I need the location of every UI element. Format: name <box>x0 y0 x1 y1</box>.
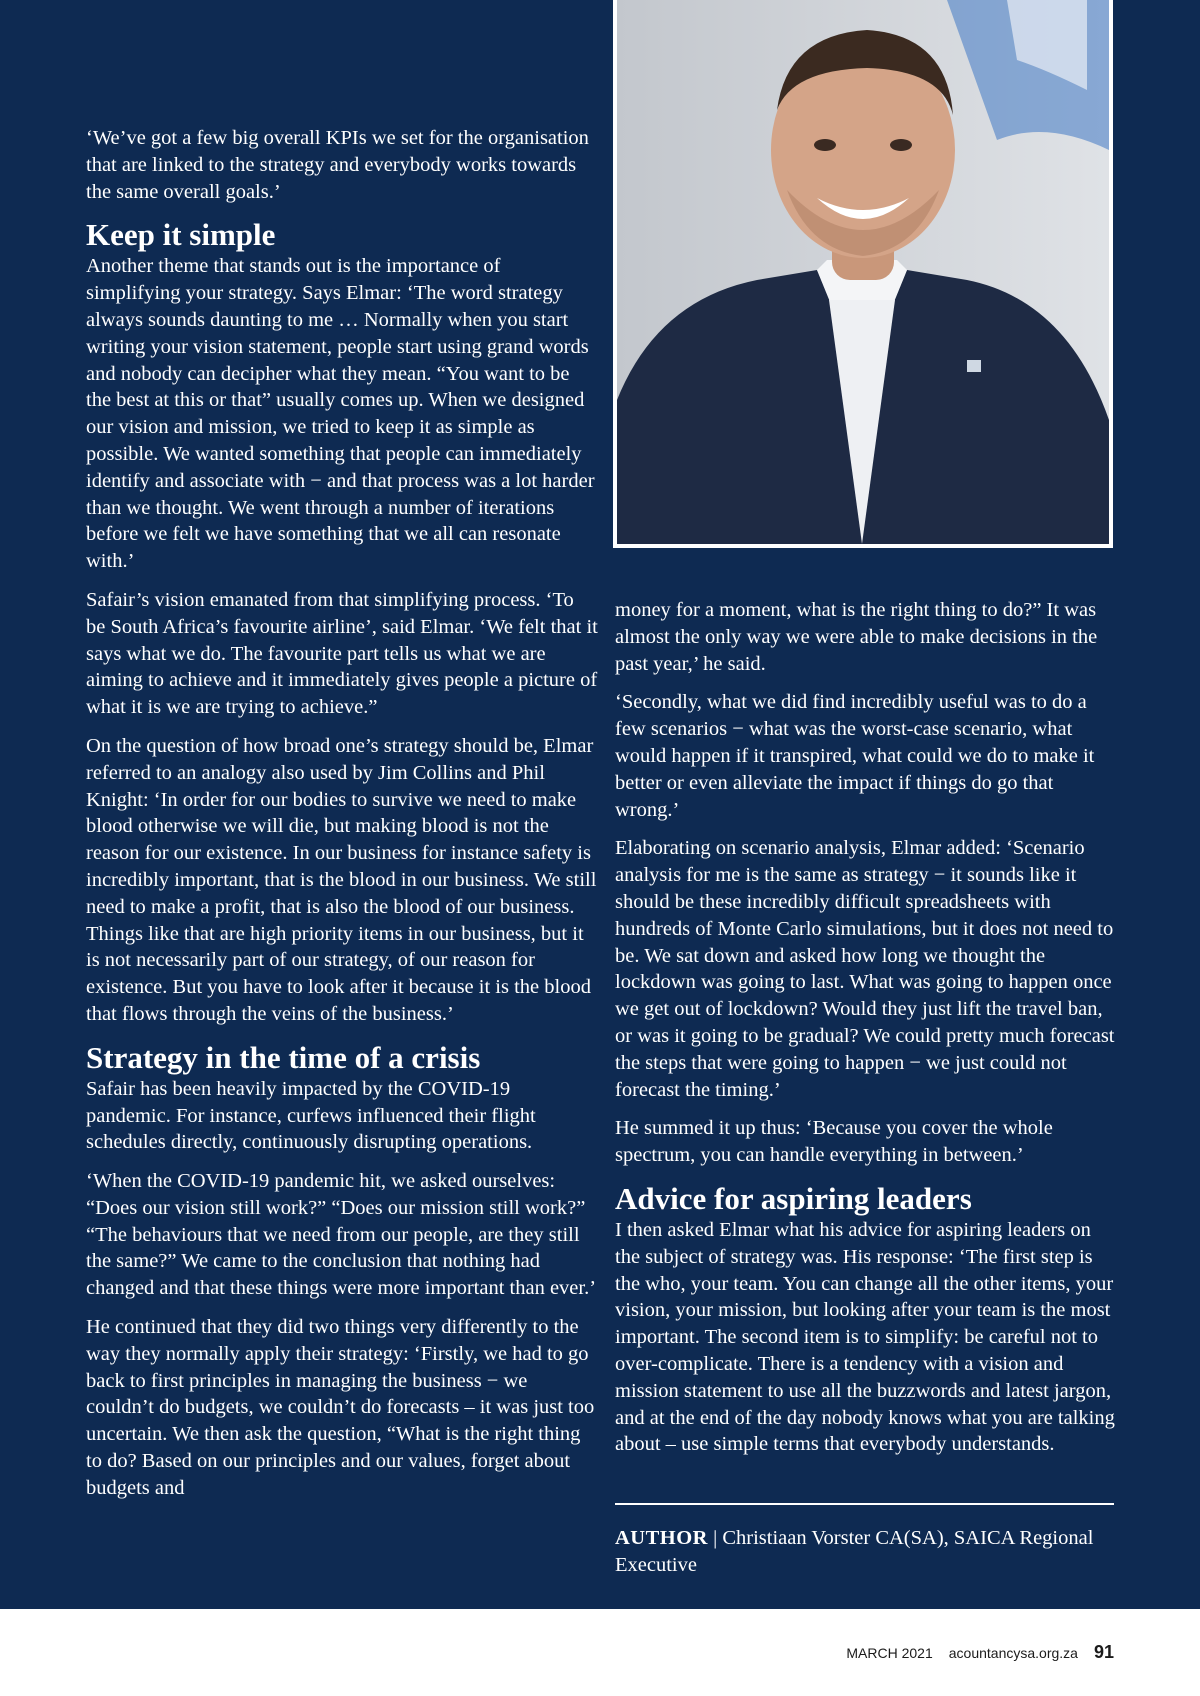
author-text: Christiaan Vorster CA(SA), SAICA Regional Executive <box>615 1527 1094 1576</box>
paragraph: money for a moment, what is the right thing to do?” It was almost the only way we were able to make decisions in the past year,’ he said. <box>615 599 1098 675</box>
author-label: AUTHOR <box>615 1527 708 1549</box>
left-column <box>86 125 598 1514</box>
paragraph: Safair’s vision emanated from that simplifying process. ‘To be South Africa’s favourite airline’, said Elmar. ‘We felt that it says what we do. The favourite part tells us what we are aiming to achieve and it immediately gives people a picture of what it is we are trying to achieve.” <box>86 588 598 719</box>
paragraph: Another theme that stands out is the importance of simplifying your strategy. Says Elmar: ‘The word strategy always sounds daunting to me … Normally when you start writing your vision statement, people start using grand words and nobody can decipher what they mean. “You want to be the best at this or that” usually comes up. When we designed our vision and mission, we tried to keep it as simple as possible. We wanted something that people can immediately identify and associate with − and that process was a lot harder than we thought. We went through a number of iterations before we felt we have something that we all can resonate with.’ <box>86 255 595 573</box>
footer-site: acountancysa.org.za <box>948 1645 1078 1661</box>
author-divider <box>615 1503 1114 1505</box>
paragraph: On the question of how broad one’s strategy should be, Elmar referred to an analogy also used by Jim Collins and Phil Knight: ‘In order for our bodies to survive we need to make blood otherwise we will die, but making blood is not the reason for our existence. In our business for instance safety is incredibly important, that is the blood in our business. We still need to make a profit, that is also the blood of our business. Things like that are high priority items in our business, but it is not necessarily part of our strategy, of our reason for existence. But you have to look after it because it is the blood that flows through the veins of the business.’ <box>86 734 597 1025</box>
paragraph: ‘Secondly, what we did find incredibly useful was to do a few scenarios − what was the worst-case scenario, what would happen if it transpired, what could we do to make it better or even alleviate the impact if things do go that wrong.’ <box>615 691 1095 821</box>
heading-advice-leaders: Advice for aspiring leaders <box>615 1180 972 1216</box>
portrait-photo <box>617 0 1109 544</box>
paragraph: Elaborating on scenario analysis, Elmar added: ‘Scenario analysis for me is the same as strategy − it sounds like it should be these incredibly difficult spreadsheets with hundreds of Monte Carlo simulations, but it does not need to be. We sat down and asked how long we thought the lockdown was going to last. What was going to happen once we get out of lockdown? Would they just lift the travel ban, or was it going to be gradual? We could pretty much forecast the steps that were going to happen − we just could not forecast the timing.’ <box>615 837 1115 1101</box>
heading-strategy-crisis: Strategy in the time of a crisis <box>86 1039 481 1075</box>
paragraph: He continued that they did two things very differently to the way they normally apply their strategy: ‘Firstly, we had to go back to first principles in managing the business − we couldn’t do budgets, we couldn’t do forecasts – it was just too uncertain. We then ask the question, “What is the right thing to do? Based on our principles and our values, forget about budgets and <box>86 1316 595 1499</box>
intro-quote: ‘We’ve got a few big overall KPIs we set for the organisation that are linked to the strategy and everybody works towards the same overall goals.’ <box>86 127 589 203</box>
portrait-illustration <box>617 0 1109 544</box>
author-separator: | <box>713 1527 718 1549</box>
paragraph: I then asked Elmar what his advice for aspiring leaders on the subject of strategy was. His response: ‘The first step is the who, your team. You can change all the other items, your vision, your mission, but looking after your team is the most important. The second item is to simplify: be careful not to over-complicate. There is a tendency with a vision and mission statement to use all the buzzwords and latest jargon, and at the end of the day nobody knows what you are talking about – use simple terms that everybody understands. <box>615 1218 1115 1456</box>
page-number: 91 <box>1093 1642 1114 1662</box>
right-column <box>615 597 1118 1470</box>
author-byline <box>615 1525 1118 1579</box>
paragraph: He summed it up thus: ‘Because you cover the whole spectrum, you can handle everything in between.’ <box>615 1117 1053 1167</box>
portrait-photo-frame <box>613 0 1113 548</box>
page-footer <box>846 1642 1114 1663</box>
footer-month: MARCH 2021 <box>846 1645 933 1661</box>
paragraph: Safair has been heavily impacted by the COVID-19 pandemic. For instance, curfews influenced their flight schedules directly, continuously disrupting operations. <box>86 1077 536 1154</box>
paragraph: ‘When the COVID-19 pandemic hit, we asked ourselves: “Does our vision still work?” “Does our mission still work?” “The behaviours that we need from our people, are they still the same?” We came to the conclusion that nothing had changed and that these things were more important than ever.’ <box>86 1170 597 1300</box>
heading-keep-it-simple: Keep it simple <box>86 217 276 253</box>
